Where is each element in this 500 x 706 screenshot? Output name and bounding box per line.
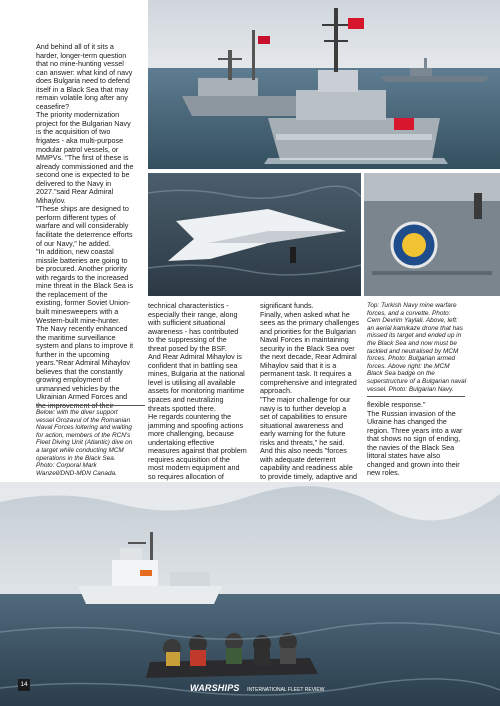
column-4-text: flexible response." The Russian invasion of the Ukraine has changed the region. Three years into a war that shows no sign of ending, the navies of the Black Sea littoral states have also changed and grown into their new roles. (367, 400, 463, 478)
page-number: 14 (20, 681, 28, 688)
caption-rule-2 (367, 396, 465, 397)
footer-masthead (190, 678, 324, 696)
caption-diver-support-vessel: Below: with the diver support vessel Grozavul of the Romanian Naval Forces loitering and waiting for action, members of the RCN's Fleet Diving Unit (Atlantic) dive on a target while conducting MCM operations in the Black Sea. Photo: Corporal Mark Wanzell/DND-MDN Canada. (36, 409, 133, 477)
photo-mcm-badge (364, 173, 500, 296)
column-2-text: technical characteristics - especially their range, along with sufficient situational awareness - has contributed to the suppressing of the threat posed by the BSF. And Rear Admiral Mihaylov is confident that in battling sea mines, Bulgaria at the national level is utilising all available assets for monitoring maritime spaces and neutralizing threats spotted there. He regards countering the jamming and spoofing actions more challenging, because undertaking effective measures against that problem requires acquisition of the most modern equipment and so requires allocation of (148, 301, 247, 481)
photo-kamikaze-drone (148, 173, 361, 296)
magazine-name: WARSHIPS (190, 683, 240, 693)
photo-divers-black-sea (0, 482, 500, 706)
photo-turkish-warships (148, 0, 500, 169)
caption-rule-1 (36, 405, 145, 406)
caption-top-photos: Top: Turkish Navy mine warfare forces, and a corvette. Photo: Cem Devrim Yaylali. Above, left: an aerial kamikaze drone that has missed its target and ended up in the Black Sea and now must be tackled and neutralised by MCM forces. Photo: Bulgarian armed forces. Above right: the MCM Black Sea badge on the superstructure of a Bulgarian naval vessel. Photo: Bulgarian Navy. (367, 302, 467, 393)
magazine-subtitle: INTERNATIONAL FLEET REVIEW (247, 687, 325, 693)
column-3-text: significant funds. Finally, when asked what he sees as the primary challenges and priorities for the Bulgarian Naval Forces in maintaining security in the Black Sea over the next decade, Rear Admiral Mihaylov said that it is a permanent task. It requires a comprehensive and integrated approach. "The major challenge for our navy is to further develop a set of capabilities to ensure situational awareness and early warning for the future risks and threats," he said. And this also needs "forces with adequate deterrent capability and readiness able to provide timely, adaptive and (260, 301, 360, 481)
column-1-text: And behind all of it sits a harder, longer-term question that no mine-hunting vessel can answer: what kind of navy does Bulgaria need to defend itself in a Black Sea that may remain volatile long after any ceasefire? The priority modernization project for the Bulgarian Navy is the acquisition of two frigates - aka multi-purpose modular patrol vessels, or MMPVs. "The first of these is already commissioned and the second one is expected to be delivered to the Navy in 2027."said Rear Admiral Mihaylov. "These ships are designed to perform different types of warfare and will considerably facilitate the deterrence efforts of our Navy," he added. "In addition, new coastal missile batteries are going to be procured. Another priority with regards to the increased mine threat in the Black Sea is the replacement of the existing, former Soviet Union- built minesweepers with a Western-built mine-hunter. The Navy recently enhanced the maritime surveillance system and plans to improve it further in the upcoming years."Rear Admiral Mihaylov believes that the constantly growing employment of unmanned vehicles by the Ukrainian Armed Forces and the improvement of their (36, 42, 134, 410)
